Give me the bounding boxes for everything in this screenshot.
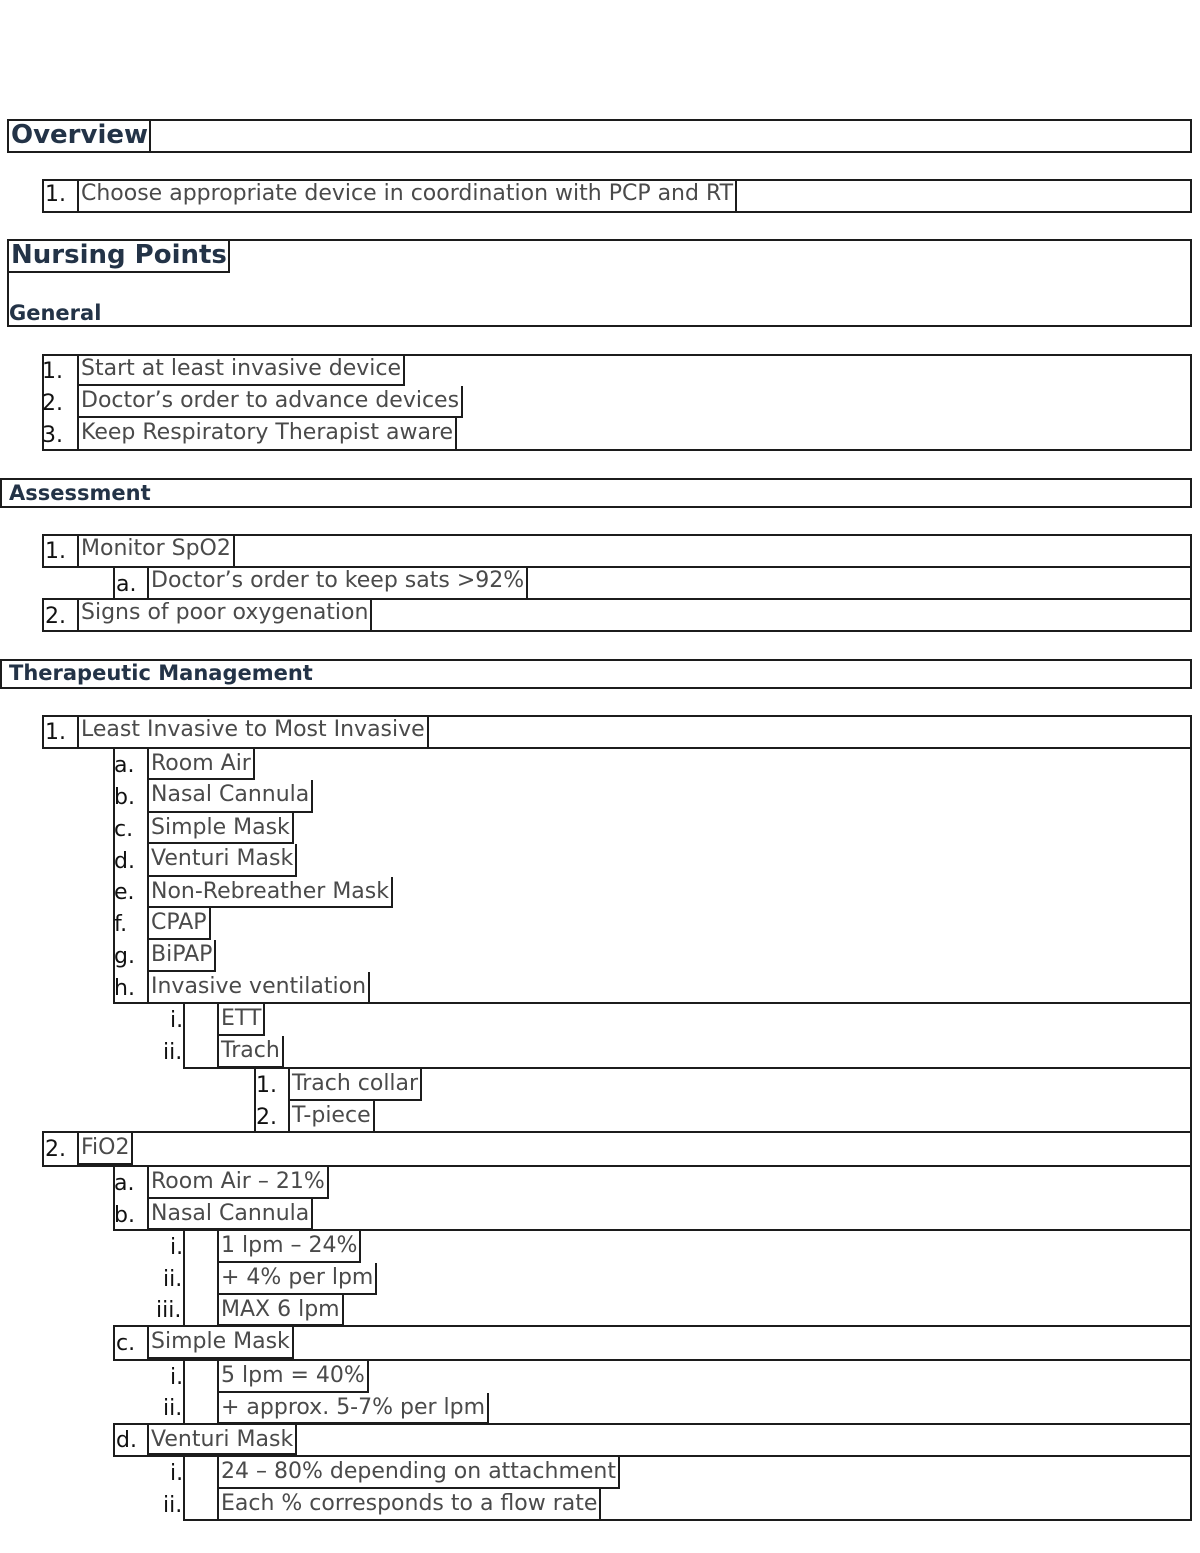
list-marker: a. <box>113 574 136 596</box>
list-marker: a. <box>114 1171 135 1196</box>
list-item: FiO2 <box>77 1133 133 1165</box>
list-item: Trach collar <box>288 1069 422 1101</box>
list-marker: i. <box>170 1365 184 1390</box>
therapeutic-heading: Therapeutic Management <box>9 661 313 685</box>
list-marker: iii. <box>156 1298 182 1323</box>
list-item: 5 lpm = 40% <box>217 1361 369 1393</box>
list-item: Doctor’s order to keep sats >92% <box>147 566 528 600</box>
invasive-sub-frame <box>183 1002 1192 1069</box>
list-item: + 4% per lpm <box>217 1263 377 1295</box>
list-marker: ii. <box>163 1493 183 1518</box>
list-item: Choose appropriate device in coordination with PCP and RT <box>77 179 737 213</box>
list-marker: 1. <box>42 541 66 563</box>
overview-heading: Overview <box>7 119 151 153</box>
list-marker: c. <box>113 1333 135 1355</box>
list-item: Each % corresponds to a flow rate <box>217 1489 601 1521</box>
list-item: ETT <box>217 1004 265 1036</box>
list-marker: f. <box>114 912 128 937</box>
list-item: BiPAP <box>147 940 216 972</box>
list-item: Nasal Cannula <box>147 780 313 813</box>
list-item: Invasive ventilation <box>147 972 370 1004</box>
overview-heading-frame <box>7 119 1192 153</box>
general-heading: General <box>9 301 102 325</box>
list-marker: c. <box>114 817 134 842</box>
list-marker: 1. <box>42 184 66 206</box>
assessment-heading-frame <box>0 478 1192 508</box>
list-marker: ii. <box>163 1040 183 1065</box>
list-item: Signs of poor oxygenation <box>77 598 372 632</box>
list-item: Room Air <box>147 749 255 780</box>
list-item: Room Air – 21% <box>147 1167 329 1199</box>
list-marker: i. <box>170 1235 184 1260</box>
list-item: MAX 6 lpm <box>217 1295 344 1326</box>
list-marker: ii. <box>163 1396 183 1421</box>
list-marker: 2. <box>42 391 63 416</box>
list-marker: g. <box>114 944 135 969</box>
list-marker: ii. <box>163 1267 183 1292</box>
list-item: Venturi Mask <box>147 844 297 877</box>
list-marker: a. <box>114 753 135 778</box>
list-item: Keep Respiratory Therapist aware <box>77 418 457 451</box>
list-marker: 1. <box>42 722 66 744</box>
list-item: Nasal Cannula <box>147 1199 313 1230</box>
nursing-points-heading: Nursing Points <box>7 239 230 273</box>
list-marker: 1. <box>42 359 63 384</box>
list-item: T-piece <box>288 1101 375 1133</box>
list-item: Monitor SpO2 <box>77 534 235 568</box>
assessment-heading: Assessment <box>9 481 151 505</box>
list-item: Doctor’s order to advance devices <box>77 386 463 418</box>
list-marker: 2. <box>42 1139 66 1161</box>
list-item: Non-Rebreather Mask <box>147 877 393 908</box>
list-marker: d. <box>113 1430 137 1452</box>
list-marker: 2. <box>256 1105 277 1130</box>
nursing-points-left-rule <box>7 273 9 299</box>
list-marker: e. <box>114 880 135 905</box>
list-item: Simple Mask <box>147 813 294 844</box>
list-item: Venturi Mask <box>147 1425 297 1455</box>
list-item: 1 lpm – 24% <box>217 1231 361 1263</box>
list-marker: 2. <box>42 606 66 628</box>
list-marker: 1. <box>256 1073 277 1098</box>
list-marker: b. <box>114 785 135 810</box>
list-marker: i. <box>170 1008 184 1033</box>
list-item: Simple Mask <box>147 1327 294 1359</box>
list-marker: d. <box>114 849 135 874</box>
list-item: Start at least invasive device <box>77 354 405 386</box>
list-item: + approx. 5-7% per lpm <box>217 1393 489 1424</box>
list-item: Least Invasive to Most Invasive <box>77 715 429 749</box>
list-marker: 3. <box>42 423 63 448</box>
therapeutic-row-frame <box>42 1131 1192 1167</box>
list-item: Trach <box>217 1036 284 1068</box>
list-marker: b. <box>114 1203 135 1228</box>
list-marker: h. <box>114 976 135 1001</box>
list-marker: i. <box>170 1461 184 1486</box>
list-item: CPAP <box>147 908 211 940</box>
list-item: 24 – 80% depending on attachment <box>217 1457 620 1489</box>
